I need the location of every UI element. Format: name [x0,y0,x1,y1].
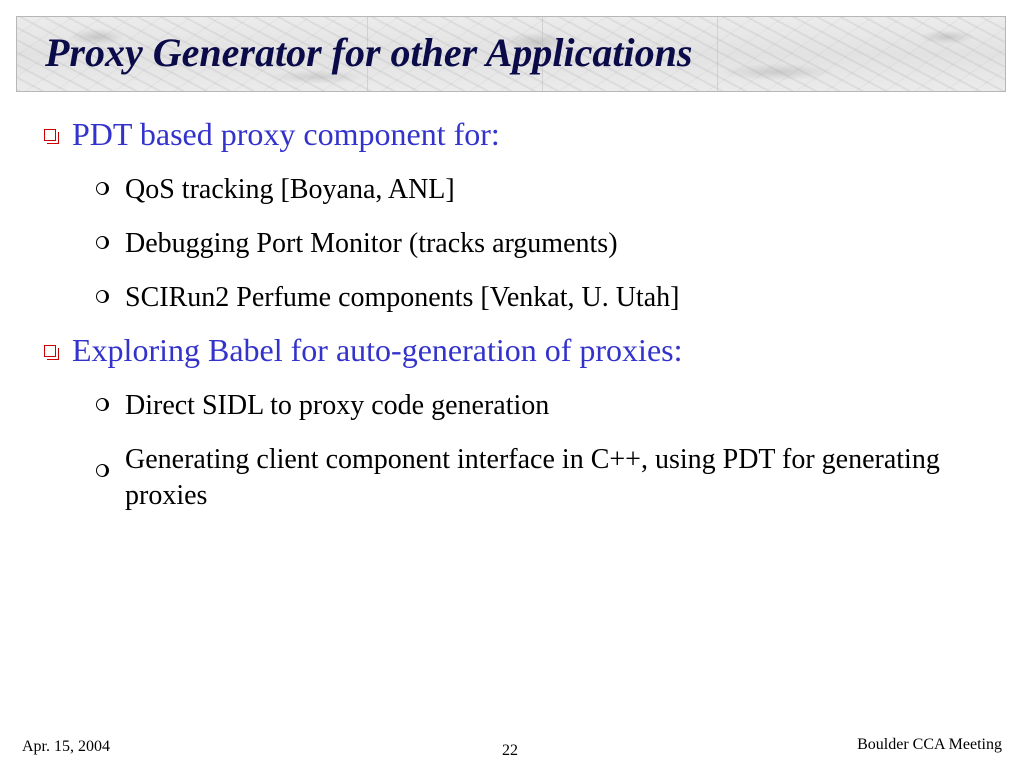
title-banner-seam [717,17,718,91]
bullet-text: Direct SIDL to proxy code generation [125,390,550,421]
circle-bullet-icon [96,464,109,477]
bullet-text: QoS tracking [Boyana, ANL] [125,174,455,205]
bullet-text: Debugging Port Monitor (tracks arguments) [125,228,618,259]
bullet-text: Generating client component interface in C++, using PDT for generating proxies [125,444,940,511]
bullet-level2 [96,388,549,424]
square-bullet-icon [44,129,56,141]
circle-bullet-icon [96,398,109,411]
circle-bullet-icon [96,290,109,303]
circle-bullet-icon [96,236,109,249]
bullet-text: SCIRun2 Perfume components [Venkat, U. Utah] [125,282,680,313]
title-banner [16,16,1006,92]
bullet-level1 [44,116,500,153]
bullet-level2 [96,172,455,208]
bullet-level1 [44,332,682,369]
footer-date: Apr. 15, 2004 [22,738,110,755]
footer-page-number: 22 [502,742,518,759]
square-bullet-icon [44,345,56,357]
bullet-text: PDT based proxy component for: [72,116,500,152]
bullet-level2 [96,226,618,262]
bullet-level2 [96,280,679,316]
bullet-level2 [96,442,995,514]
bullet-text: Exploring Babel for auto-generation of proxies: [72,332,683,368]
circle-bullet-icon [96,182,109,195]
slide-title: Proxy Generator for other Applications [45,30,693,75]
footer-event: Boulder CCA Meeting [857,736,1002,753]
